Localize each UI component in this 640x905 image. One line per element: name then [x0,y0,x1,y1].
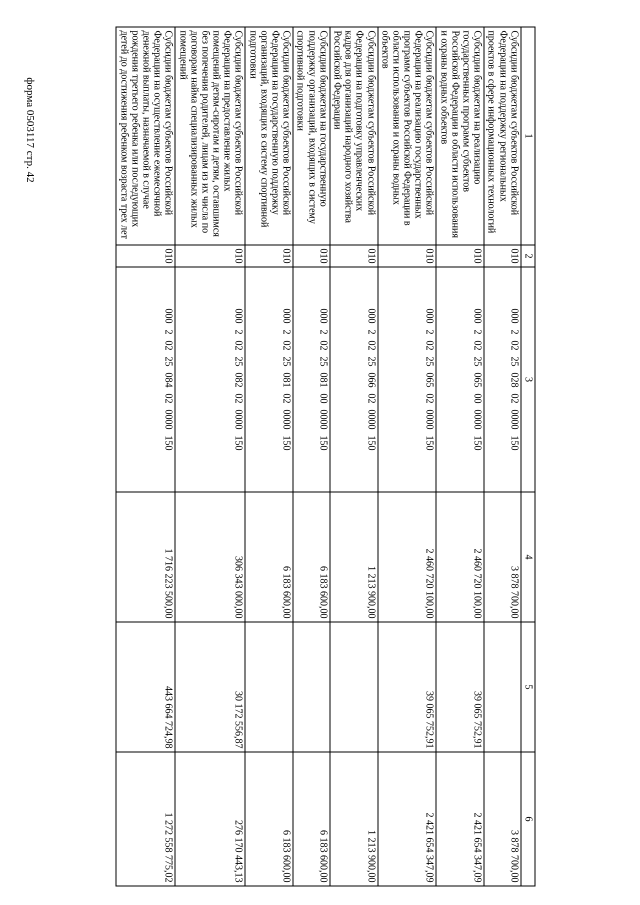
budget-classification-code [484,267,521,492]
header-cell-2: 2 [520,245,534,267]
row-name: Субсидии бюджетам субъектов Российской Федерации на предоставление жилых помещений детям-сиротам и детям, оставшимся без попечения родителей, лицам из их числа по договорам найма специализированных жилых помещений [175,27,245,245]
unexecuted-amount: 6 183 600,00 [293,752,330,886]
code-segment: 02 [162,393,174,403]
code-segment: 02 [364,393,376,403]
row-code: 010 [245,245,293,267]
code-segment: 0000 [507,409,519,429]
code-segment: 00 [316,393,328,403]
code-segment: 150 [471,435,483,450]
report-page [59,26,535,885]
code-segment: 25 [423,356,435,366]
code-segment: 25 [364,356,376,366]
code-segment: 2 [471,329,483,334]
code-segment: 150 [232,435,244,450]
code-segment: 000 [232,308,244,323]
code-segment: 150 [316,435,328,450]
code-segment: 2 [280,329,292,334]
row-name: Субсидии бюджетам субъектов Российской Федерации на реализацию государственных программ субъектов Российской Федерации в области использования и охраны водных объектов [377,27,436,245]
header-cell-3: 3 [520,267,534,492]
code-segment: 25 [507,356,519,366]
code-segment: 02 [423,340,435,350]
code-segment: 000 [316,308,328,323]
executed-amount: 443 664 724,98 [116,622,175,752]
executed-amount [245,622,293,752]
code-segment: 02 [507,340,519,350]
code-segment: 25 [280,356,292,366]
executed-amount [293,622,330,752]
row-code: 010 [116,245,175,267]
unexecuted-amount: 3 878 700,00 [484,752,521,886]
code-segment: 02 [364,340,376,350]
row-code: 010 [436,245,484,267]
row-code: 010 [175,245,245,267]
code-segment: 0000 [423,409,435,429]
code-segment: 2 [364,329,376,334]
code-segment: 000 [423,308,435,323]
budget-classification-code [175,267,245,492]
header-cell-1: 1 [520,27,534,245]
row-name: Субсидии бюджетам субъектов Российской Федерации на подготовку управленческих кадров для организаций народного хозяйства Российской Федерации [329,27,377,245]
code-segment: 082 [232,372,244,387]
code-segment: 084 [162,372,174,387]
code-segment: 150 [162,435,174,450]
executed-amount: 30 172 556,87 [175,622,245,752]
approved-amount: 6 183 600,00 [293,492,330,622]
code-segment: 02 [316,340,328,350]
budget-classification-code [116,267,175,492]
code-segment: 065 [423,372,435,387]
table-row [329,27,377,886]
code-segment: 150 [364,435,376,450]
unexecuted-amount: 1 213 900,00 [329,752,377,886]
code-segment: 02 [471,340,483,350]
unexecuted-amount: 1 272 558 775,02 [116,752,175,886]
table-row [377,27,436,886]
rotated-table-wrapper [59,26,535,885]
code-segment: 066 [364,372,376,387]
row-code: 010 [377,245,436,267]
approved-amount: 2 460 720 100,00 [377,492,436,622]
table-row [245,27,293,886]
approved-amount: 2 460 720 100,00 [436,492,484,622]
code-segment: 000 [507,308,519,323]
code-segment: 000 [280,308,292,323]
approved-amount: 1 213 900,00 [329,492,377,622]
unexecuted-amount: 2 421 654 347,09 [377,752,436,886]
unexecuted-amount: 2 421 654 347,09 [436,752,484,886]
code-segment: 2 [232,329,244,334]
header-row [520,27,534,886]
code-segment: 000 [162,308,174,323]
table-body [116,27,520,886]
executed-amount: 39 065 752,91 [377,622,436,752]
row-code: 010 [293,245,330,267]
code-segment: 02 [423,393,435,403]
code-segment: 02 [232,340,244,350]
code-segment: 02 [280,393,292,403]
code-segment: 150 [423,435,435,450]
budget-classification-code [436,267,484,492]
code-segment: 028 [507,372,519,387]
code-segment: 2 [507,329,519,334]
code-segment: 0000 [316,409,328,429]
code-segment: 065 [471,372,483,387]
budget-classification-code [377,267,436,492]
code-segment: 000 [471,308,483,323]
header-cell-6: 6 [520,752,534,886]
row-name: Субсидии бюджетам на государственную поддержку организаций, входящих в систему спортивной подготовки [293,27,330,245]
code-segment: 2 [423,329,435,334]
code-segment: 25 [232,356,244,366]
header-cell-4: 4 [520,492,534,622]
code-segment: 081 [316,372,328,387]
code-segment: 02 [232,393,244,403]
code-segment: 150 [280,435,292,450]
form-label [20,40,40,220]
code-segment: 150 [507,435,519,450]
code-segment: 0000 [280,409,292,429]
code-segment: 081 [280,372,292,387]
code-segment: 25 [471,356,483,366]
row-name: Субсидии бюджетам субъектов Российской Федерации на осуществление ежемесячной денежной выплаты, назначаемой в случае рождения третьего ребенка или последующих детей до достижения ребенком возраста трех лет [116,27,175,245]
approved-amount: 3 878 700,00 [484,492,521,622]
code-segment: 0000 [471,409,483,429]
code-segment: 00 [471,393,483,403]
code-segment: 0000 [364,409,376,429]
table-row [116,27,175,886]
table-row [436,27,484,886]
executed-amount [484,622,521,752]
header-cell-5: 5 [520,622,534,752]
budget-table [115,26,535,886]
approved-amount: 6 183 600,00 [245,492,293,622]
code-segment: 2 [162,329,174,334]
code-segment: 25 [162,356,174,366]
approved-amount: 1 716 223 500,00 [116,492,175,622]
code-segment: 2 [316,329,328,334]
code-segment: 02 [507,393,519,403]
code-segment: 02 [162,340,174,350]
code-segment: 02 [280,340,292,350]
table-row [293,27,330,886]
budget-classification-code [329,267,377,492]
row-name: Субсидии бюджетам на реализацию государственных программ субъектов Российской Федерации в области использования и охраны водных объектов [436,27,484,245]
form-label-text: форма 0503117 стр. 42 [24,77,36,183]
row-code: 010 [329,245,377,267]
executed-amount [329,622,377,752]
code-segment: 0000 [232,409,244,429]
code-segment: 25 [316,356,328,366]
row-name: Субсидии бюджетам субъектов Российской Федерации на поддержку региональных проектов в сфере информационных технологий [484,27,521,245]
budget-classification-code [293,267,330,492]
unexecuted-amount: 6 183 600,00 [245,752,293,886]
table-row [175,27,245,886]
budget-classification-code [245,267,293,492]
unexecuted-amount: 276 170 443,13 [175,752,245,886]
row-name: Субсидии бюджетам субъектов Российской Федерации на государственную поддержку организаций, входящих в систему спортивной подготовки [245,27,293,245]
code-segment: 0000 [162,409,174,429]
table-row [484,27,521,886]
executed-amount: 39 065 752,91 [436,622,484,752]
approved-amount: 306 343 000,00 [175,492,245,622]
code-segment: 000 [364,308,376,323]
row-code: 010 [484,245,521,267]
